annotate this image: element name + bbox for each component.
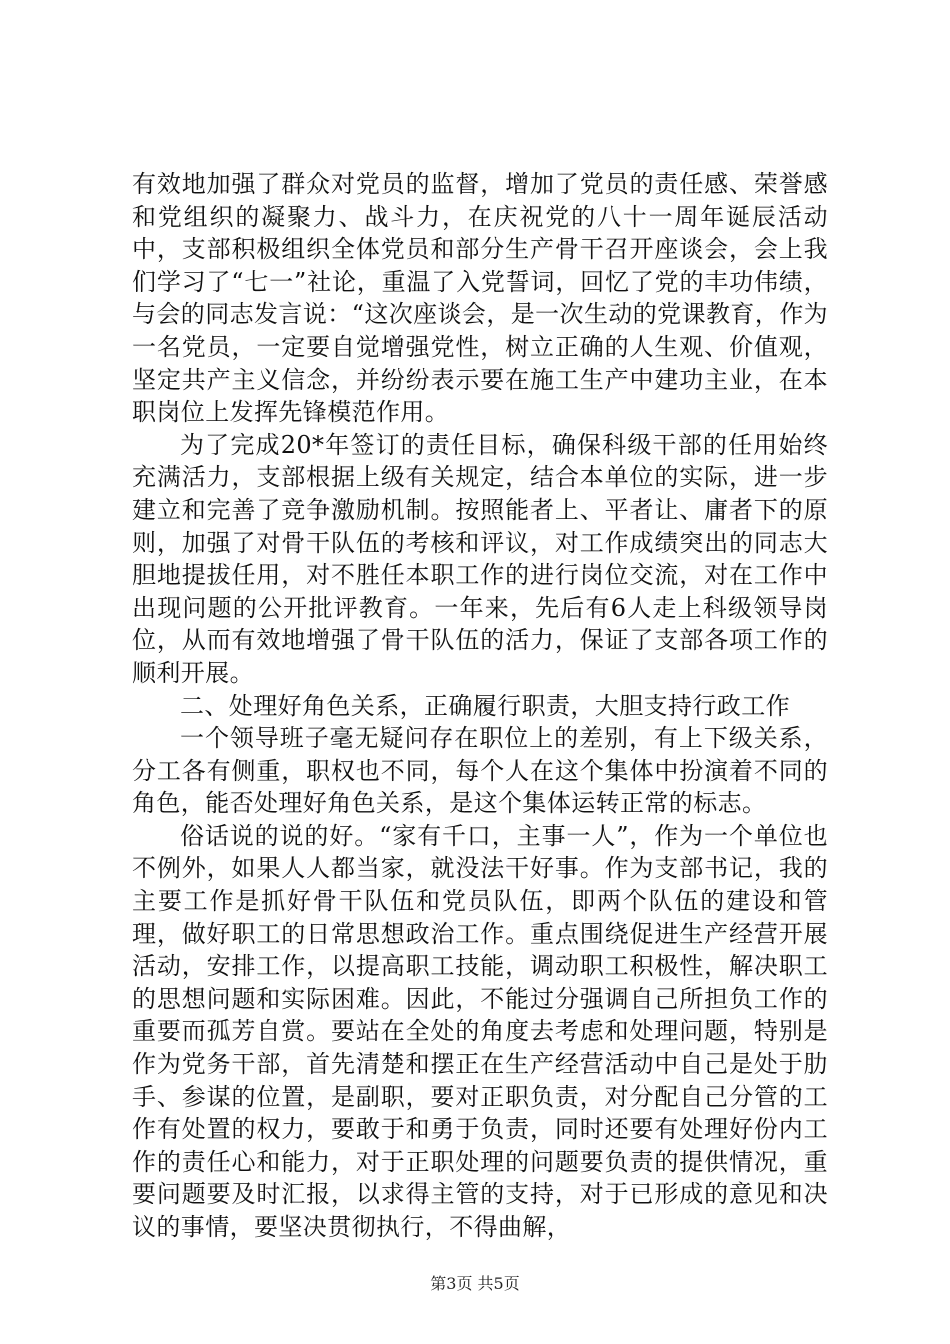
document-body — [132, 168, 828, 1244]
body-paragraph: 俗话说的说的好。“家有千口，主事一人”，作为一个单位也不例外，如果人人都当家，就没法干好事。作为支部书记，我的主要工作是抓好骨干队伍和党员队伍，即两个队伍的建设和管理，做好职工的日常思想政治工作。重点围绕促进生产经营开展活动，安排工作，以提高职工技能，调动职工积极性，解决职工的思想问题和实际困难。因此，不能过分强调自己所担负工作的重要而孤芳自赏。要站在全处的角度去考虑和处理问题，特别是作为党务干部，首先清楚和摆正在生产经营活动中自己是处于肋手、参谋的位置，是副职，要对正职负责，对分配自己分管的工作有处置的权力，要敢于和勇于负责，同时还要有处理好份内工作的责任心和能力，对于正职处理的问题要负责的提供情况，重要问题要及时汇报，以求得主管的支持，对于已形成的意见和决议的事情，要坚决贯彻执行，不得曲解， — [132, 821, 828, 1241]
body-paragraph: 为了完成20*年签订的责任目标，确保科级干部的任用始终充满活力，支部根据上级有关规定，结合本单位的实际，进一步建立和完善了竞争激励机制。按照能者上、平者让、庸者下的原则，加强了对骨干队伍的考核和评议，对工作成绩突出的同志大胆地提拔任用，对不胜任本职工作的进行岗位交流，对在工作中出现问题的公开批评教育。一年来，先后有6人走上科级领导岗位，从而有效地增强了骨干队伍的活力，保证了支部各项工作的顺利开展。 — [132, 430, 828, 687]
page-footer: 第3页 共5页 — [430, 1274, 520, 1293]
body-paragraph: 一个领导班子毫无疑问存在职位上的差别，有上下级关系，分工各有侧重，职权也不同，每个人在这个集体中扮演着不同的角色，能否处理好角色关系，是这个集体运转正常的标志。 — [132, 724, 828, 818]
section-heading: 二、处理好角色关系，正确履行职责，大胆支持行政工作 — [180, 691, 790, 720]
body-paragraph: 有效地加强了群众对党员的监督，增加了党员的责任感、荣誉感和党组织的凝聚力、战斗力，在庆祝党的八十一周年诞辰活动中，支部积极组织全体党员和部分生产骨干召开座谈会，会上我们学习了“七一”社论，重温了入党誓词，回忆了党的丰功伟绩，与会的同志发言说：“这次座谈会，是一次生动的党课教育，作为一名党员，一定要自觉增强党性，树立正确的人生观、价值观，坚定共产主义信念，并纷纷表示要在施工生产中建功主业，在本职岗位上发挥先锋模范作用。 — [132, 170, 828, 427]
